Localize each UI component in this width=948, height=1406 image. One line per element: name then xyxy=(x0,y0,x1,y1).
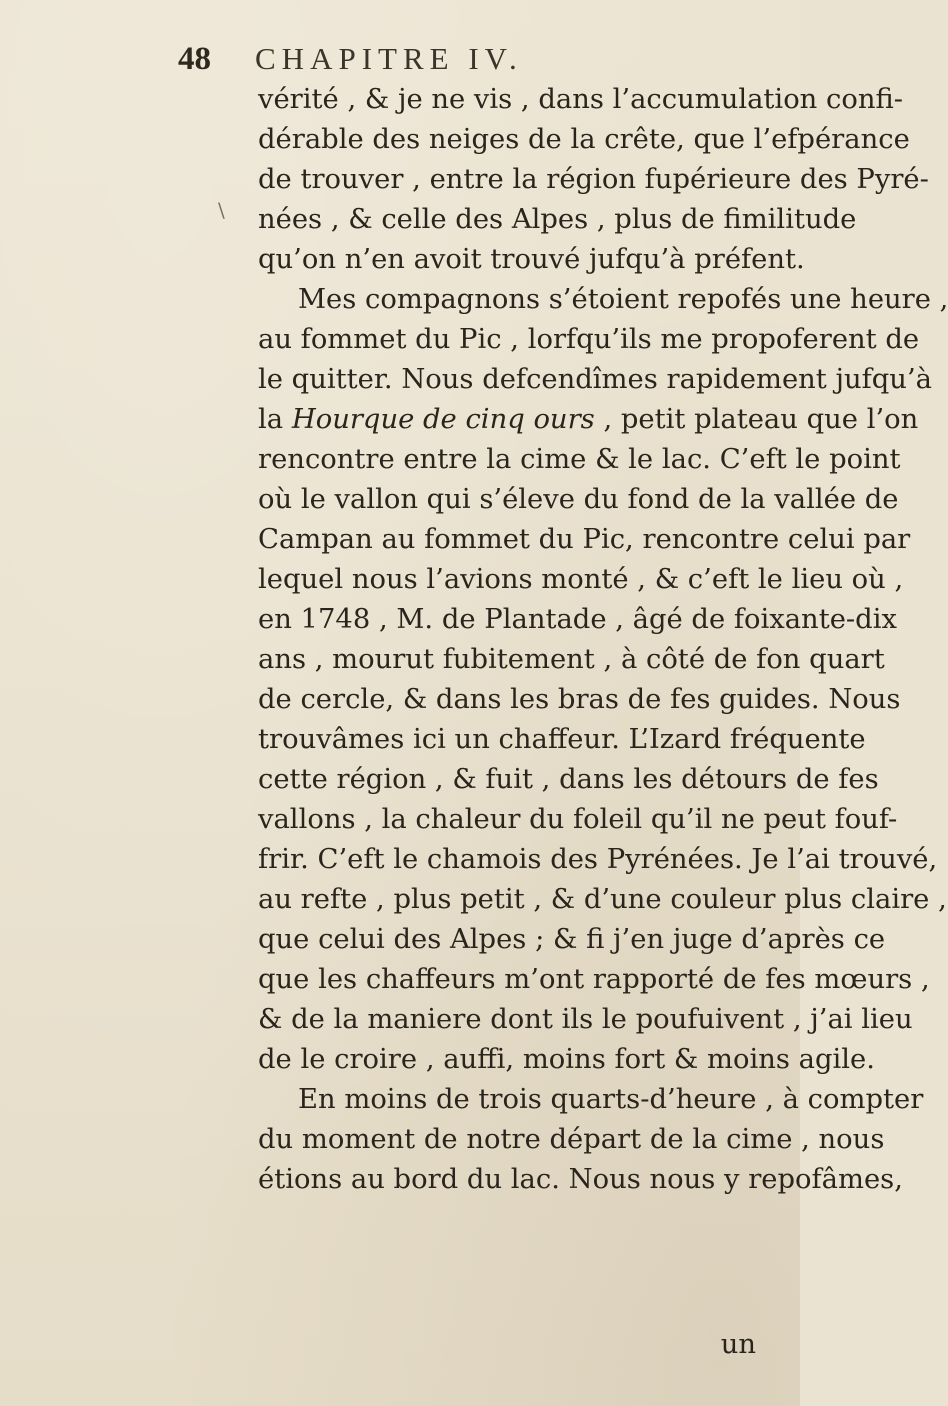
paragraph-start-line: En moins de trois quarts-d’heure , à compter xyxy=(298,1084,924,1115)
italic-place-name: Hourque de cinq ours xyxy=(291,404,595,435)
text-line: que les chaffeurs m’ont rapporté de fes mœurs , xyxy=(258,964,930,995)
catchword: un xyxy=(720,1329,756,1360)
running-head xyxy=(178,36,758,82)
body-text xyxy=(258,80,948,1200)
text-line: de trouver , entre la région fupérieure des Pyré- xyxy=(258,164,929,195)
chapter-title: CHAPITRE IV. xyxy=(255,41,523,76)
text-line-with-italic xyxy=(258,400,919,440)
text-line: qu’on n’en avoit trouvé jufqu’à préfent. xyxy=(258,244,805,275)
text-line: de cercle, & dans les bras de fes guides. Nous xyxy=(258,684,901,715)
text-line: Campan au fommet du Pic, rencontre celui par xyxy=(258,524,911,555)
text-line: de le croire , auffi, moins fort & moins agile. xyxy=(258,1044,875,1075)
text-fragment: la xyxy=(258,404,284,435)
text-line: le quitter. Nous defcendîmes rapidement jufqu’à xyxy=(258,364,932,395)
text-line: du moment de notre départ de la cime , nous xyxy=(258,1124,885,1155)
text-line: que celui des Alpes ; & fi j’en juge d’après ce xyxy=(258,924,886,955)
text-line: & de la maniere dont ils le poufuivent , j’ai lieu xyxy=(258,1004,913,1035)
text-line: vallons , la chaleur du foleil qu’il ne peut fouf- xyxy=(258,804,898,835)
text-line: cette région , & fuit , dans les détours de fes xyxy=(258,764,879,795)
text-line: au fommet du Pic , lorfqu’ils me propoferent de xyxy=(258,324,920,355)
text-line: vérité , & je ne vis , dans l’accumulation confi- xyxy=(258,84,904,115)
text-line: frir. C’eft le chamois des Pyrénées. Je l’ai trouvé, xyxy=(258,844,938,875)
text-line: dérable des neiges de la crête, que l’efpérance xyxy=(258,124,910,155)
text-line: trouvâmes ici un chaffeur. L’Izard fréquente xyxy=(258,724,866,755)
text-line: étions au bord du lac. Nous nous y repofâmes, xyxy=(258,1164,903,1195)
text-fragment: , petit plateau que l’on xyxy=(603,404,919,435)
text-line: en 1748 , M. de Plantade , âgé de foixante-dix xyxy=(258,604,897,635)
catchword-line xyxy=(258,1325,758,1365)
text-line: lequel nous l’avions monté , & c’eft le lieu où , xyxy=(258,564,904,595)
text-line: nées , & celle des Alpes , plus de fimilitude xyxy=(258,204,857,235)
text-line: où le vallon qui s’éleve du fond de la vallée de xyxy=(258,484,899,515)
margin-mark: \ xyxy=(218,198,225,222)
page-number: 48 xyxy=(178,41,211,77)
text-line: rencontre entre la cime & le lac. C’eft le point xyxy=(258,444,901,475)
paragraph-start-line: Mes compagnons s’étoient repofés une heure , xyxy=(298,284,948,315)
text-line: ans , mourut fubitement , à côté de fon quart xyxy=(258,644,885,675)
text-line: au refte , plus petit , & d’une couleur plus claire , xyxy=(258,884,947,915)
